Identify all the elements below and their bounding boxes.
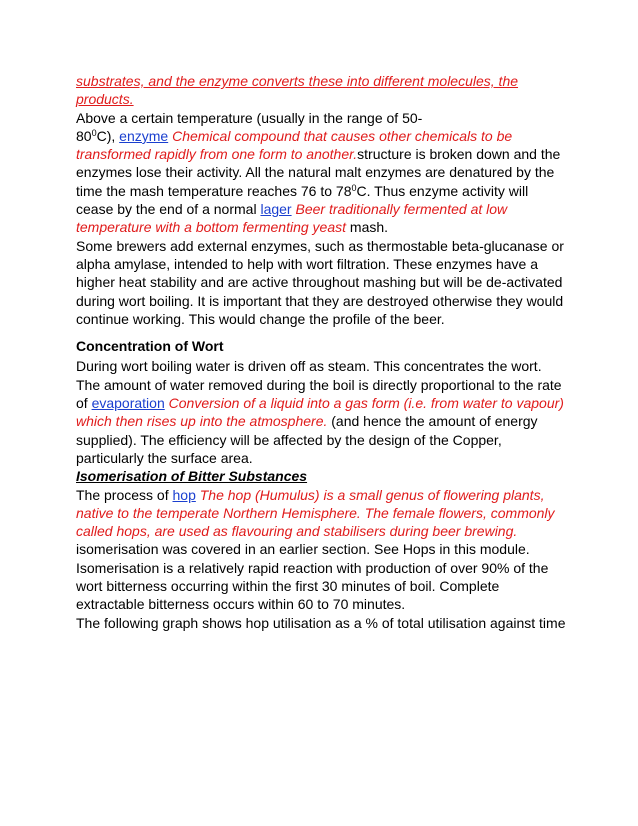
hop-link[interactable]: hop	[172, 486, 196, 503]
enzyme-definition: Chemical compound that causes other chemicals to be transformed rapidly from one form to another.	[76, 127, 513, 163]
body-text: C),	[96, 127, 120, 144]
body-text: C. Thus enzyme activity will cease by the end of a normal	[76, 182, 529, 218]
enzyme-link[interactable]: enzyme	[119, 127, 169, 144]
body-text: (and hence the amount of energy supplied). The efficiency will be affected by the design of the Copper, particularly the surface area.	[76, 413, 538, 466]
body-text: During wort boiling water is driven off as steam. This concentrates the wort. The amount of water removed during the boil is directly proportional to the rate of	[76, 358, 562, 412]
body-text: isomerisation was covered in an earlier section. See Hops in this module.	[76, 541, 530, 558]
evaporation-link[interactable]: evaporation	[91, 395, 165, 412]
paragraph-graph-intro: The following graph shows hop utilisation as a % of total utilisation against time	[76, 614, 566, 631]
body-text: 80	[76, 127, 92, 144]
degree-superscript: 0	[351, 182, 357, 193]
heading-concentration-of-wort: Concentration of Wort	[76, 338, 224, 355]
body-text: mash.	[346, 219, 389, 236]
body-text: The process of	[76, 486, 173, 503]
paragraph-substrates	[76, 72, 566, 109]
document-page	[76, 72, 566, 632]
paragraph-isomerisation-rate: Isomerisation is a relatively rapid reaction with production of over 90% of the wort bitterness occurring within the first 30 minutes of boil. Complete extractable bitterness occurs within 60 to 70 minutes.	[76, 559, 549, 613]
hop-definition: The hop (Humulus) is a small genus of flowering plants, native to the temperate Northern Hemisphere. The female flowers, commonly called hops, are used as flavouring and stabilisers during beer brewing.	[76, 486, 555, 540]
lager-definition: Beer traditionally fermented at low temperature with a bottom fermenting yeast	[76, 201, 508, 236]
paragraph-enzyme-temperature	[76, 109, 566, 237]
paragraph-external-enzymes: Some brewers add external enzymes, such as thermostable beta-glucanase or alpha amylase, intended to help with wort filtration. These enzymes have a higher heat stability and are active throughout mashing but will be de-activated during wort boiling. It is important that they are destroyed otherwise they would continue working. This would change the profile of the beer.	[76, 237, 564, 327]
body-text: Above a certain temperature (usually in the range of 50-	[76, 109, 423, 126]
paragraph-hop-process	[76, 486, 566, 559]
lager-link[interactable]: lager	[260, 201, 292, 218]
definition-text: substrates, and the enzyme converts these into different molecules, the products.	[76, 73, 519, 108]
degree-superscript: 0	[91, 127, 97, 138]
body-text: structure is broken down and the enzymes lose their activity. All the natural malt enzymes are denatured by the time the mash temperature reaches 76 to 78	[76, 146, 561, 199]
paragraph-wort-boiling	[76, 357, 566, 467]
heading-isomerisation: Isomerisation of Bitter Substances	[76, 468, 308, 485]
evaporation-definition: Conversion of a liquid into a gas form (i.e. from water to vapour) which then rises up into the atmosphere.	[76, 395, 564, 430]
